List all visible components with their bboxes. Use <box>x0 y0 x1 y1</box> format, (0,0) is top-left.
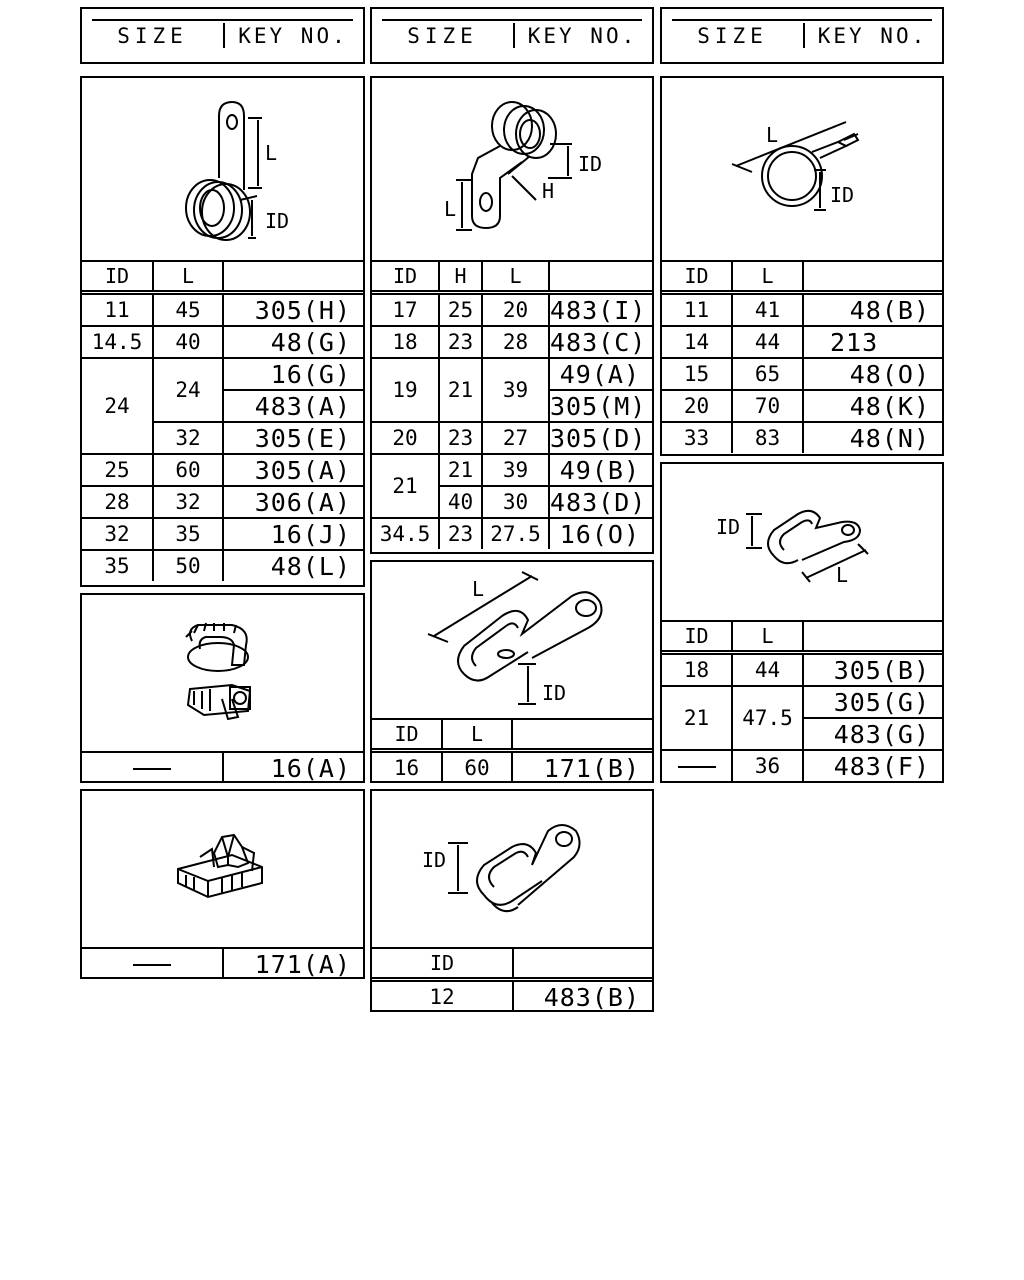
size-cell <box>549 261 652 293</box>
key-label: KEY NO. <box>817 23 928 48</box>
size-cell: 36 <box>732 750 803 781</box>
size-cell: 20 <box>372 422 439 454</box>
size-cell <box>513 948 652 980</box>
size-cell: 21 <box>439 358 482 422</box>
size-cell: 23 <box>439 422 482 454</box>
size-cell: 60 <box>442 751 512 784</box>
size-cell: 44 <box>732 326 803 358</box>
size-cell: 11 <box>82 293 153 327</box>
size-cell: 45 <box>153 293 223 327</box>
size-cell: 27 <box>482 422 549 454</box>
dim-l-label: L <box>444 197 457 221</box>
size-cell: 50 <box>153 550 223 581</box>
col-l: L <box>732 621 803 653</box>
size-label: SIZE <box>407 23 478 48</box>
size-label: SIZE <box>117 23 188 48</box>
panel-p-clamp-long <box>370 560 654 783</box>
col-h: H <box>439 261 482 293</box>
panel-p-clamp-short <box>660 462 944 783</box>
dash-mark <box>133 964 171 966</box>
size-cell: 20 <box>482 293 549 327</box>
bracket-clamp-figure <box>372 78 652 260</box>
size-cell: 33 <box>662 422 732 453</box>
dim-l-label: L <box>766 123 779 147</box>
size-cell <box>82 948 223 979</box>
key-number-cell: 213 <box>803 326 942 358</box>
dim-id-label: ID <box>265 209 290 233</box>
key-number-cell: 16(J) <box>223 518 363 550</box>
key-number-cell: 306(A) <box>223 486 363 518</box>
key-number-cell: 483(A) <box>223 390 363 422</box>
key-number-cell: 48(O) <box>803 358 942 390</box>
key-number-cell: 16(A) <box>223 752 363 783</box>
table-row <box>372 454 652 486</box>
table-row <box>82 326 363 358</box>
dim-l-label: L <box>472 577 485 601</box>
key-label: KEY NO. <box>238 23 348 48</box>
size-cell <box>223 261 363 293</box>
p-clamp-small-figure <box>372 791 652 947</box>
header-col-3 <box>660 7 944 64</box>
header-col-2 <box>370 7 654 64</box>
table-row <box>372 518 652 549</box>
table-row <box>662 686 942 718</box>
clip-block-figure <box>82 791 363 947</box>
key-number-cell: 49(B) <box>549 454 652 486</box>
table-row <box>662 422 942 453</box>
table-row <box>82 948 363 979</box>
size-cell: 21 <box>372 454 439 518</box>
col-l: L <box>732 261 803 293</box>
col-id: ID <box>662 261 732 293</box>
size-cell: 18 <box>372 326 439 358</box>
size-cell: 40 <box>439 486 482 518</box>
size-cell: 83 <box>732 422 803 453</box>
table-row <box>662 750 942 781</box>
size-cell: 39 <box>482 358 549 422</box>
key-number-cell: 483(I) <box>549 293 652 327</box>
size-cell: 47.5 <box>732 686 803 750</box>
table-row <box>662 358 942 390</box>
panel-loop-clamp <box>80 76 365 587</box>
size-cell: 65 <box>732 358 803 390</box>
size-cell: 16 <box>372 751 442 784</box>
key-number-cell: 171(B) <box>512 751 652 784</box>
p-clamp-long-figure <box>372 562 652 718</box>
size-cell: 21 <box>439 454 482 486</box>
col-l: L <box>153 261 223 293</box>
size-cell: 23 <box>439 518 482 549</box>
key-number-cell: 305(B) <box>803 653 942 687</box>
table-row <box>372 358 652 390</box>
size-cell: 70 <box>732 390 803 422</box>
size-cell: 25 <box>82 454 153 486</box>
col-id: ID <box>372 719 442 751</box>
table-row <box>372 751 652 784</box>
col-id: ID <box>372 261 439 293</box>
size-cell: 28 <box>482 326 549 358</box>
key-number-cell: 305(A) <box>223 454 363 486</box>
dim-id-label: ID <box>578 152 603 176</box>
size-cell: 32 <box>153 486 223 518</box>
size-cell: 41 <box>732 293 803 327</box>
dim-l-label: L <box>836 563 849 587</box>
key-number-cell: 16(G) <box>223 358 363 390</box>
size-cell: 28 <box>82 486 153 518</box>
size-cell: 24 <box>153 358 223 422</box>
size-cell: 14.5 <box>82 326 153 358</box>
plastic-clip-figure <box>82 595 363 751</box>
key-number-cell: 48(K) <box>803 390 942 422</box>
table-row <box>82 550 363 581</box>
key-number-cell: 171(A) <box>223 948 363 979</box>
size-cell: 34.5 <box>372 518 439 549</box>
table-row <box>372 422 652 454</box>
col-id: ID <box>662 621 732 653</box>
size-cell: 60 <box>153 454 223 486</box>
key-number-cell: 16(O) <box>549 518 652 549</box>
key-number-cell: 305(D) <box>549 422 652 454</box>
table-row <box>82 518 363 550</box>
size-label: SIZE <box>697 23 768 48</box>
table-row <box>662 653 942 687</box>
p-clamp-short-figure <box>662 464 942 620</box>
size-cell: 35 <box>82 550 153 581</box>
panel-plastic-clip <box>80 593 365 783</box>
size-cell: 35 <box>153 518 223 550</box>
panel-band-clamp <box>660 76 944 456</box>
size-cell: 19 <box>372 358 439 422</box>
table-row <box>662 390 942 422</box>
size-cell: 44 <box>732 653 803 687</box>
panel-bracket-clamp <box>370 76 654 554</box>
col-id: ID <box>372 948 513 980</box>
key-number-cell: 305(E) <box>223 422 363 454</box>
size-cell: 39 <box>482 454 549 486</box>
table-row <box>82 358 363 390</box>
size-cell: 12 <box>372 980 513 1013</box>
dim-id-label: ID <box>716 515 741 539</box>
size-cell: 24 <box>82 358 153 454</box>
key-number-cell: 49(A) <box>549 358 652 390</box>
size-cell: 25 <box>439 293 482 327</box>
size-cell <box>803 261 942 293</box>
key-label: KEY NO. <box>527 23 638 48</box>
size-cell: 14 <box>662 326 732 358</box>
size-cell: 15 <box>662 358 732 390</box>
key-number-cell: 48(L) <box>223 550 363 581</box>
table-row <box>82 293 363 327</box>
size-cell: 40 <box>153 326 223 358</box>
size-cell: 20 <box>662 390 732 422</box>
table-row <box>662 293 942 327</box>
size-cell: 23 <box>439 326 482 358</box>
key-number-cell: 305(G) <box>803 686 942 718</box>
panel-clip-block <box>80 789 365 979</box>
table-row <box>372 980 652 1013</box>
key-number-cell: 483(G) <box>803 718 942 750</box>
dim-h-label: H <box>542 179 555 203</box>
dim-id-label: ID <box>422 848 447 872</box>
size-cell: 32 <box>82 518 153 550</box>
size-cell <box>662 750 732 781</box>
panel-p-clamp-small <box>370 789 654 1012</box>
key-number-cell: 305(H) <box>223 293 363 327</box>
table-row <box>82 752 363 783</box>
dash-mark <box>133 768 171 770</box>
key-number-cell: 483(F) <box>803 750 942 781</box>
size-cell: 21 <box>662 686 732 750</box>
col-l: L <box>442 719 512 751</box>
size-cell: 18 <box>662 653 732 687</box>
loop-clamp-figure <box>82 78 363 260</box>
size-cell: 17 <box>372 293 439 327</box>
size-cell <box>803 621 942 653</box>
key-number-cell: 483(C) <box>549 326 652 358</box>
header-col-1 <box>80 7 365 64</box>
dim-id-label: ID <box>830 183 855 207</box>
size-cell: 11 <box>662 293 732 327</box>
table-row <box>662 326 942 358</box>
key-number-cell: 483(B) <box>513 980 652 1013</box>
col-l: L <box>482 261 549 293</box>
size-cell <box>82 752 223 783</box>
dash-mark <box>678 766 716 768</box>
table-row <box>372 326 652 358</box>
size-cell: 30 <box>482 486 549 518</box>
dim-id-label: ID <box>542 681 567 705</box>
col-id: ID <box>82 261 153 293</box>
key-number-cell: 48(B) <box>803 293 942 327</box>
key-number-cell: 48(G) <box>223 326 363 358</box>
size-cell <box>512 719 652 751</box>
table-row <box>82 486 363 518</box>
size-cell: 27.5 <box>482 518 549 549</box>
size-cell: 32 <box>153 422 223 454</box>
table-row <box>82 454 363 486</box>
key-number-cell: 48(N) <box>803 422 942 453</box>
dim-l-label: L <box>265 141 278 165</box>
key-number-cell: 305(M) <box>549 390 652 422</box>
key-number-cell: 483(D) <box>549 486 652 518</box>
band-clamp-figure <box>662 78 942 260</box>
table-row <box>372 293 652 327</box>
